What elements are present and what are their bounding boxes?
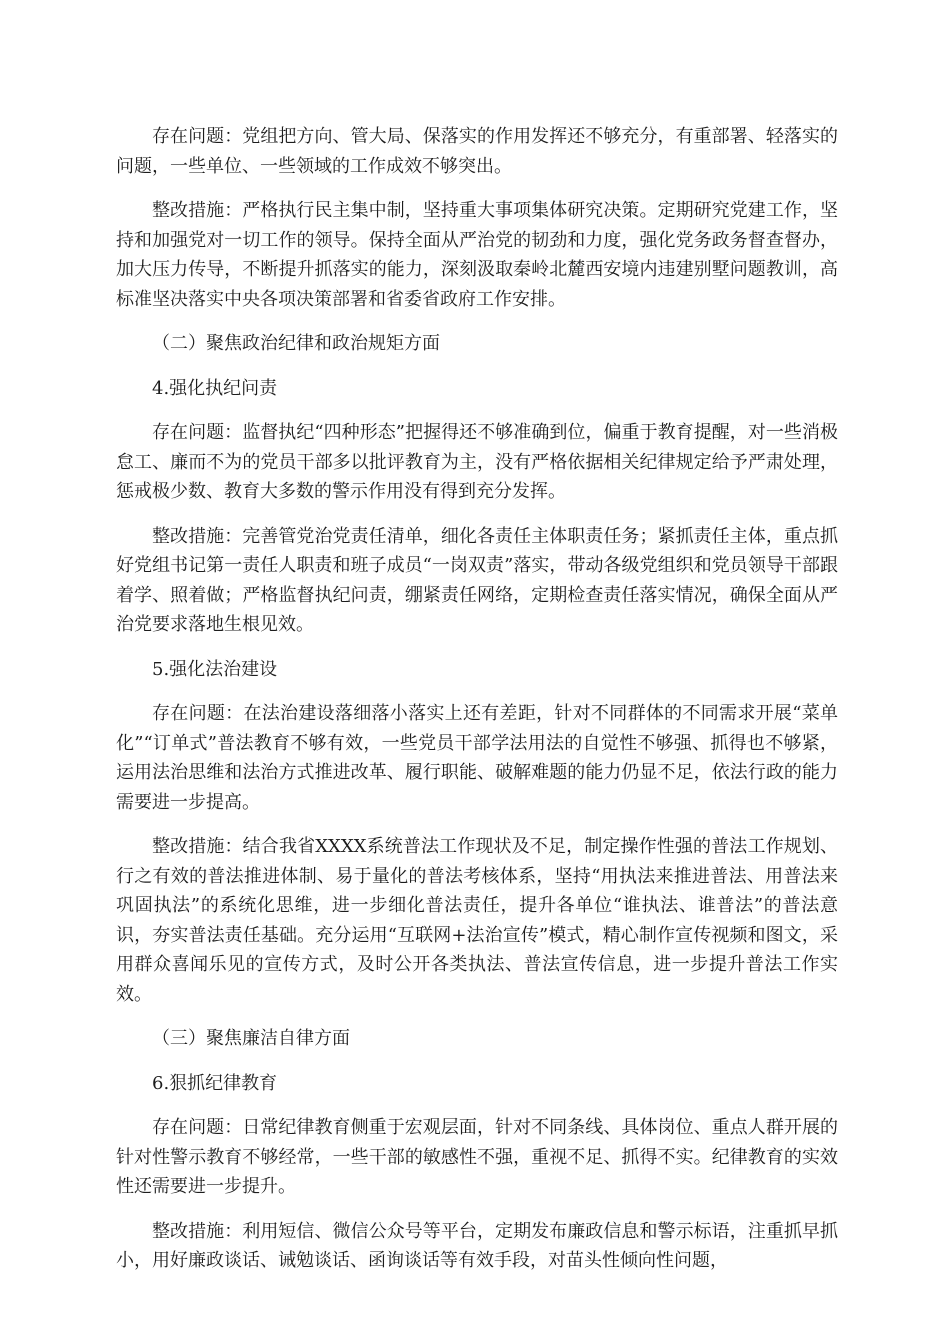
subheading-6: 6.狠抓纪律教育 xyxy=(152,1072,278,1094)
section-heading-2: （二）聚焦政治纪律和政治规矩方面 xyxy=(152,333,440,354)
document-page xyxy=(116,122,838,1291)
paragraph-measure-6: 整改措施：利用短信、微信公众号等平台，定期发布廉政信息和警示标语，注重抓早抓小，用好廉政谈话、诫勉谈话、函询谈话等有效手段，对苗头性倾向性问题， xyxy=(116,1220,838,1271)
paragraph-measure-1: 整改措施：严格执行民主集中制，坚持重大事项集体研究决策。定期研究党建工作，坚持和加强党对一切工作的领导。保持全面从严治党的韧劲和力度，强化党务政务督查督办，加大压力传导，不断提升抓落实的能力，深刻汲取秦岭北麓西安境内违建别墅问题教训，高标准坚决落实中央各项决策部署和省委省政府工作安排。 xyxy=(116,200,838,310)
paragraph-measure-4: 整改措施：完善管党治党责任清单，细化各责任主体职责任务；紧抓责任主体，重点抓好党组书记第一责任人职责和班子成员“一岗双责”落实，带动各级党组织和党员领导干部跟着学、照着做；严格监督执纪问责，绷紧责任网络，定期检查责任落实情况，确保全面从严治党要求落地生根见效。 xyxy=(116,525,838,635)
paragraph-problem-1: 存在问题：党组把方向、管大局、保落实的作用发挥还不够充分，有重部署、轻落实的问题，一些单位、一些领域的工作成效不够突出。 xyxy=(116,126,838,177)
paragraph-measure-5: 整改措施：结合我省XXXX系统普法工作现状及不足，制定操作性强的普法工作规划、行之有效的普法推进体制、易于量化的普法考核体系，坚持“用执法来推进普法、用普法来巩固执法”的系统化思维，进一步细化普法责任，提升各单位“谁执法、谁普法”的普法意识，夯实普法责任基础。充分运用“互联网+法治宣传”模式，精心制作宣传视频和图文，采用群众喜闻乐见的宣传方式，及时公开各类执法、普法宣传信息，进一步提升普法工作实效。 xyxy=(116,836,838,1005)
paragraph-problem-6: 存在问题：日常纪律教育侧重于宏观层面，针对不同条线、具体岗位、重点人群开展的针对性警示教育不够经常，一些干部的敏感性不强，重视不足、抓得不实。纪律教育的实效性还需要进一步提升。 xyxy=(116,1117,838,1197)
subheading-5: 5.强化法治建设 xyxy=(152,658,278,680)
paragraph-problem-4: 存在问题：监督执纪“四种形态”把握得还不够准确到位，偏重于教育提醒，对一些消极怠工、廉而不为的党员干部多以批评教育为主，没有严格依据相关纪律规定给予严肃处理，惩戒极少数、教育大多数的警示作用没有得到充分发挥。 xyxy=(116,422,838,502)
section-heading-3: （三）聚焦廉洁自律方面 xyxy=(152,1028,350,1049)
paragraph-problem-5: 存在问题：在法治建设落细落小落实上还有差距，针对不同群体的不同需求开展“菜单化”“订单式”普法教育不够有效，一些党员干部学法用法的自觉性不够强、抓得也不够紧，运用法治思维和法治方式推进改革、履行职能、破解难题的能力仍显不足，依法行政的能力需要进一步提高。 xyxy=(116,703,838,813)
subheading-4: 4.强化执纪问责 xyxy=(152,377,278,399)
